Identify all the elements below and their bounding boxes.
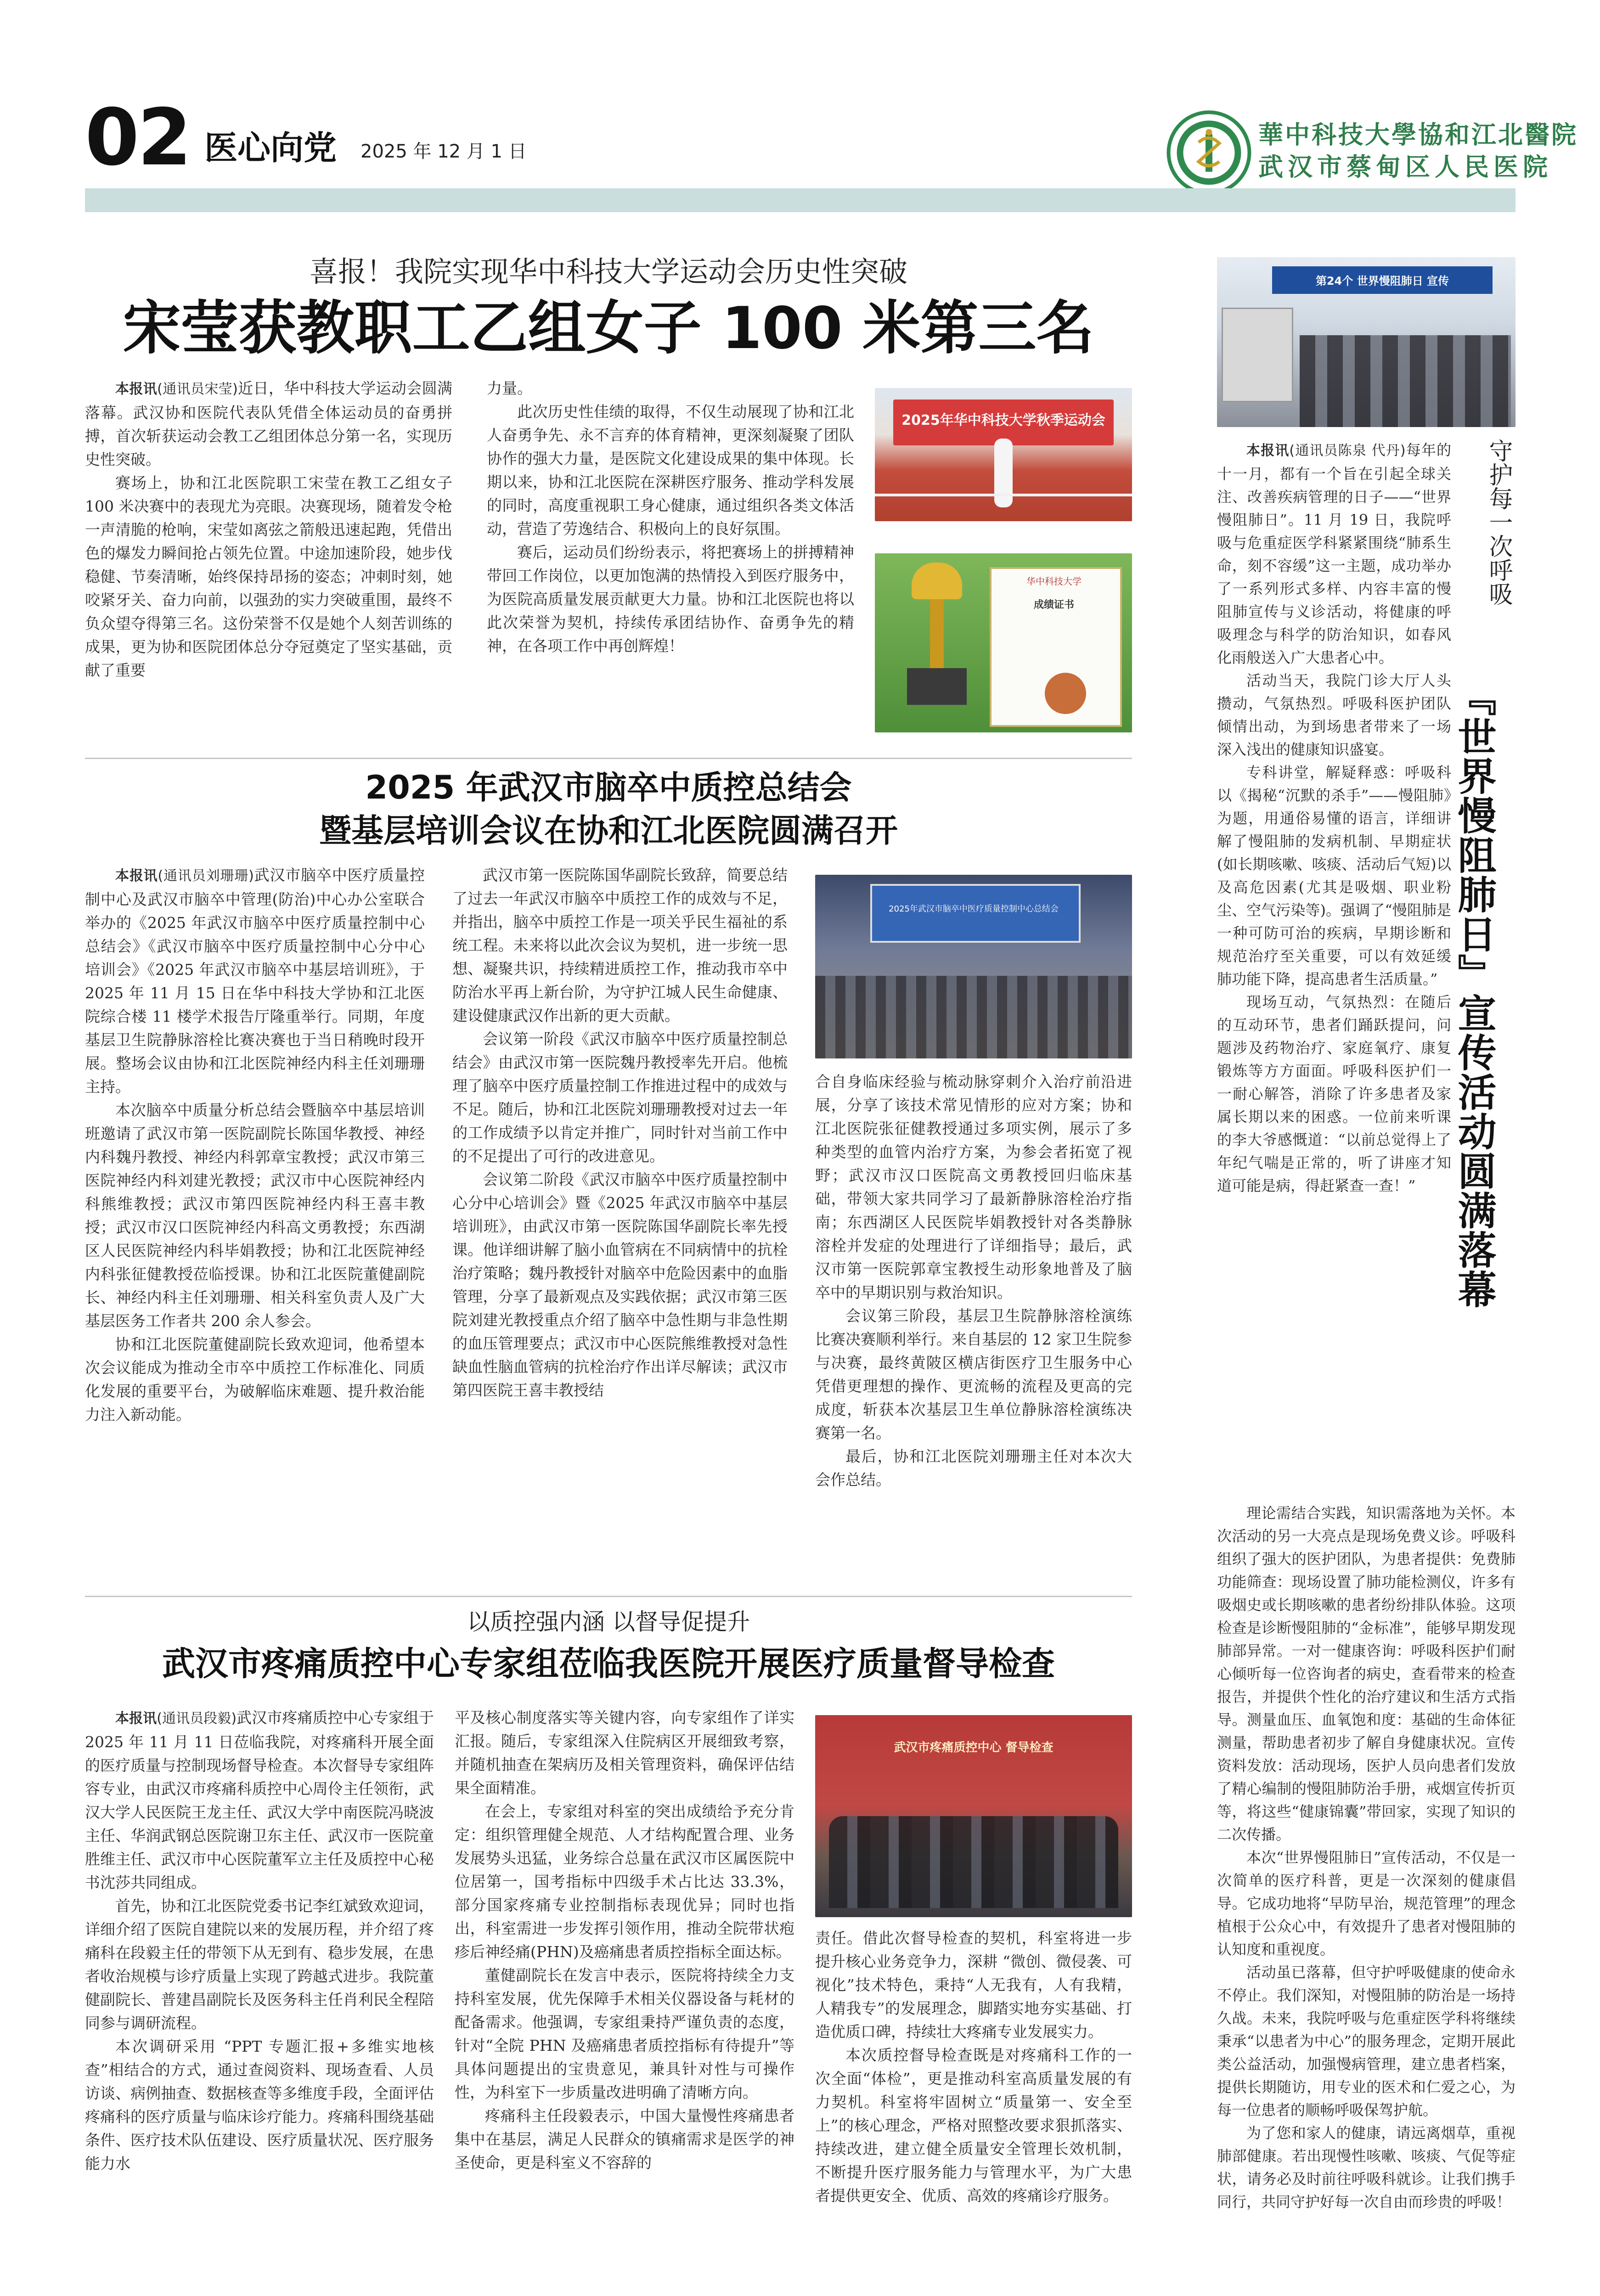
article3-column2 [455,1706,794,2280]
article3-byline: 本报讯 [115,1711,157,1727]
article1-column2 [487,377,854,730]
article1-paragraph: 近日，华中科技大学运动会圆满落幕。武汉协和医院代表队凭借全体运动员的奋勇拼搏，首次斩获运动会教工乙组团体总分第一名，实现历史性突破。 [85,379,452,468]
article2-paragraph: 会议第一阶段《武汉市脑卒中医疗质量控制总结会》由武汉市第一医院魏丹教授率先开启。他梳理了脑卒中医疗质量控制工作推进过程中的成效与不足。随后，协和江北医院刘珊珊教授对过去一年的工作成绩予以肯定并推广，同时针对当前工作中的不足提出了可行的改进意见。 [452,1030,788,1165]
article1-paragraph: 此次历史性佳绩的取得，不仅生动展现了协和江北人奋勇争先、永不言弃的体育精神，更深刻凝聚了团队协作的强大力量，是医院文化建设成果的集中体现。长期以来，协和江北医院在深耕医疗服务、推动学科发展的同时，高度重视职工身心健康，通过组织各类文体活动，营造了劳逸结合、积极向上的良好氛围。 [487,403,854,538]
article4-paragraph: 活动当天，我院门诊大厅人头攒动，气氛热烈。呼吸科医护团队倾情出动，为到场患者带来了一场深入浅出的健康知识盛宴。 [1217,672,1451,758]
article3-paragraph: 疼痛科主任段毅表示，中国大量慢性疼痛患者集中在基层，满足人民群众的镇痛需求是医学的神圣使命，更是科室义不容辞的 [455,2107,794,2172]
article2-paragraph: 武汉市第一医院陈国华副院长致辞，简要总结了过去一年武汉市脑卒中质控工作的成效与不足，并指出，脑卒中质控工作是一项关乎民生福祉的系统工程。未来将以此次会议为契机，进一步统一思想、凝聚共识，持续精进质控工作，推动我市卒中防治水平再上新台阶，为守护江城人民生命健康、建设健康武汉作出新的更大贡献。 [452,866,788,1024]
article2-paragraph: 本次脑卒中质量分析总结会暨脑卒中基层培训班邀请了武汉市第一医院副院长陈国华教授、神经内科魏丹教授、神经内科郭章宝教授；武汉市第三医院神经内科刘建光教授；武汉市中心医院神经内科熊维教授；武汉市第四医院神经内科王喜丰教授；武汉市汉口医院神经内科高文勇教授；东西湖区人民医院神经内科毕娟教授；协和江北医院神经内科张征健教授莅临授课。协和江北医院董健副院长、神经内科主任刘珊珊、相关科室负责人及广大基层医务工作者共 200 余人参会。 [85,1101,425,1330]
article4-paragraph: 本次“世界慢阻肺日”宣传活动，不仅是一次简单的医疗科普，更是一次深刻的健康倡导。它成功地将“早防早治，规范管理”的理念植根于公众心中，有效提升了患者对慢阻肺的认知度和重视度。 [1217,1849,1515,1958]
article3-photo-banner: 武汉市疼痛质控中心 督导检查 [894,1741,1054,1755]
article1-paragraph: 赛后，运动员们纷纷表示，将把赛场上的拼搏精神带回工作岗位，以更加饱满的热情投入到医疗服务中，为医院高质量发展贡献更大力量。协和江北医院也将以此次荣誉为契机，持续传承团结协作、奋勇争先的精神，在各项工作中再创辉煌！ [487,543,854,655]
article2-byline-source: (通讯员刘珊珊) [158,868,254,884]
article4-paragraph: 专科讲堂，解疑释惑：呼吸科以《揭秘“沉默的杀手”——慢阻肺》为题，用通俗易懂的语言，详细讲解了慢阻肺的发病机制、早期症状(如长期咳嗽、咳痰、活动后气短)以及高危因素(尤其是吸烟、职业粉尘、空气污染等)。强调了“慢阻肺是一种可防可治的疾病，早期诊断和规范治疗至关重要，可以有效延缓肺功能下降，提高患者生活质量。” [1217,764,1451,988]
article4-paragraph: 每年的十一月，都有一个旨在引起全球关注、改善疾病管理的日子——“世界慢阻肺日”。11 月 19 日，我院呼吸与危重症医学科紧紧围绕“肺系生命，刻不容缓”这一主题，成功举办了一系列形式多样、内容丰富的慢阻肺宣传与义诊活动，将健康的呼吸理念与科学的防治知识，如春风化雨般送入广大患者心中。 [1217,441,1451,666]
issue-date: 2025 年 12 月 1 日 [361,141,527,162]
article2-paragraph: 最后，协和江北医院刘珊珊主任对本次大会作总结。 [815,1447,1132,1489]
article3-photo-group [815,1715,1132,1917]
article1-paragraph: 赛场上，协和江北医院职工宋莹在教工乙组女子 100 米决赛中的表现尤为亮眼。决赛现场，随着发令枪一声清脆的枪响，宋莹如离弦之箭般迅速起跑，凭借出色的爆发力瞬间抢占领先位置。中途加速阶段，她步伐稳健、节奏清晰，始终保持昂扬的姿态；冲刺时刻，她咬紧牙关、奋力向前，以强劲的实力突破重围，最终不负众望夺得第三名。这份荣誉不仅是她个人刻苦训练的成果，更为协和医院团体总分夺冠奠定了坚实基础，贡献了重要 [85,474,452,679]
article4-byline: 本报讯 [1246,443,1290,459]
hospital-name-line2: 武汉市蔡甸区人民医院 [1258,152,1552,181]
article2-paragraph: 武汉市脑卒中医疗质量控制中心及武汉市脑卒中管理(防治)中心办公室联合举办的《2025 年武汉市脑卒中医疗质量控制中心总结会》《武汉市脑卒中医疗质量控制中心分中心培训会》《2025 年武汉市脑卒中基层培训班》，于 2025 年 11 月 15 日在华中科技大学协和江北医院综合楼 11 楼学术报告厅隆重举行。同期，年度基层卫生院静脉溶栓比赛决赛也于当日稍晚时段开展。整场会议由协和江北医院神经内科主任刘珊珊主持。 [85,866,425,1096]
article2-paragraph: 会议第二阶段《武汉市脑卒中医疗质量控制中心分中心培训会》暨《2025 年武汉市脑卒中基层培训班》，由武汉市第一医院陈国华副院长率先授课。他详细讲解了脑小血管病在不同病情中的抗栓治疗策略；魏丹教授针对脑卒中危险因素中的血脂管理，分享了最新观点及实践依据；武汉市第三医院刘建光教授重点介绍了脑卒中急性期与非急性期的血压管理要点；武汉市中心医院熊维教授对急性缺血性脑血管病的抗栓治疗作出详尽解读；武汉市第四医院王喜丰教授结 [452,1171,788,1399]
article3-kicker: 以质控强内涵 以督导促提升 [467,1609,750,1635]
article2-paragraph: 合自身临床经验与梳动脉穿刺介入治疗前沿进展，分享了该技术常见情形的应对方案；协和江北医院张征健教授通过多项实例，展示了多种类型的血管内治疗方案，为参会者拓宽了视野；武汉市汉口医院高文勇教授回归临床基础，带领大家共同学习了最新静脉溶栓治疗指南；东西湖区人民医院毕娟教授针对各类静脉溶栓并发症的处理进行了详细指导；最后，武汉市第一医院郭章宝教授生动形象地普及了脑卒中的早期识别与救治知识。 [815,1073,1132,1301]
article4-paragraph: 为了您和家人的健康，请远离烟草，重视肺部健康。若出现慢性咳嗽、咳痰、气促等症状，请务必及时前往呼吸科就诊。让我们携手同行，共同守护好每一次自由而珍贵的呼吸！ [1217,2124,1515,2211]
article2-column2 [452,863,788,1584]
article4-paragraph: 理论需结合实践，知识需落地为关怀。本次活动的另一大亮点是现场免费义诊。呼吸科组织了强大的医护团队，为患者提供：免费肺功能筛查：现场设置了肺功能检测仪，许多有吸烟史或长期咳嗽的患者纷纷排队体验。这项检查是诊断慢阻肺的“金标准”，能够早期发现肺部异常。一对一健康咨询：呼吸科医护们耐心倾听每一位咨询者的病史，查看带来的检查报告，并提供个性化的治疗建议和生活方式指导。测量血压、血氧饱和度：基础的生命体征测量，帮助患者初步了解自身健康状况。宣传资料发放：活动现场，医护人员向患者们发放了精心编制的慢阻肺防治手册，戒烟宣传折页等，将这些“健康锦囊”带回家，实现了知识的二次传播。 [1217,1504,1515,1843]
article1-photo-stadium [875,388,1132,521]
article2-byline: 本报讯 [115,868,158,884]
article3-column1 [85,1706,434,2280]
hospital-name-line1: 華中科技大學協和江北醫院 [1258,120,1578,149]
article1-photo-banner: 2025年华中科技大学秋季运动会 [901,412,1105,428]
article4-column-wide [1217,1502,1515,2278]
article1-certificate-title: 成绩证书 [1033,599,1074,611]
article1-certificate-org: 华中科技大学 [1026,576,1082,587]
article1-kicker: 喜报！我院实现华中科技大学运动会历史性突破 [309,255,907,288]
article4-paragraph: 活动虽已落幕，但守护呼吸健康的使命永不停止。我们深知，对慢阻肺的防治是一场持久战。未来，我院呼吸与危重症医学科将继续秉承“以患者为中心”的服务理念，定期开展此类公益活动，加强慢病管理，建立患者档案，提供长期随访，用专业的医术和仁爱之心，为每一位患者的顺畅呼吸保驾护航。 [1217,1964,1515,2119]
article2-column3 [815,1070,1132,1584]
page-number: 02 [85,92,190,183]
article2-title-line2: 暨基层培训会议在协和江北医院圆满召开 [319,812,898,850]
article3-paragraph: 本次质控督导检查既是对疼痛科工作的一次全面“体检”，更是推动科室高质量发展的有力契机。科室将牢固树立“质量第一、安全至上”的核心理念，严格对照整改要求狠抓落实、持续改进，建立健全质量安全管理长效机制，不断提升医疗服务能力与管理水平，为广大患者提供更安全、优质、高效的疼痛诊疗服务。 [815,2046,1132,2205]
article2-photo-screen: 2025年武汉市脑卒中医疗质量控制中心总结会 [889,904,1059,914]
article1-paragraph: 力量。 [487,379,532,397]
article1-photo-trophy [875,553,1132,732]
article4-vertical-title: 『世界慢阻肺日』宣传活动圆满落幕 [1452,677,1497,1309]
article3-paragraph: 本次调研采用 “PPT 专题汇报+多维实地核查”相结合的方式，通过查阅资料、现场查看、人员访谈、病例抽查、数据核查等多维度手段，全面评估疼痛科的医疗质量与临床诊疗能力。疼痛科围绕基础条件、医疗技术队伍建设、医疗质量状况、医疗服务能力水 [85,2037,434,2172]
article2-paragraph: 会议第三阶段，基层卫生院静脉溶栓演练比赛决赛顺利举行。来自基层的 12 家卫生院参与决赛，最终黄陂区横店街医疗卫生服务中心凭借更理想的操作、更流畅的流程及更高的完成度，斩获本次基层卫生单位静脉溶栓演练决赛第一名。 [815,1307,1132,1442]
article4-vertical-subtitle: 守护每一次呼吸 [1485,439,1512,606]
article1-title: 宋莹获教职工乙组女子 100 米第三名 [123,294,1094,362]
article3-paragraph: 在会上，专家组对科室的突出成绩给予充分肯定：组织管理健全规范、人才结构配置合理、业务发展势头迅猛，业务综合总量在武汉市区属医院中位居第一，国考指标中四级手术占比达 33.3%，部分国家疼痛专业控制指标表现优异；同时也指出，科室需进一步发挥引领作用，推动全院带状疱疹后神经痛(PHN)及癌痛患者质控指标全面达标。 [455,1802,794,1961]
article1-byline-source: (通讯员宋莹) [157,381,238,397]
article2-title-line1: 2025 年武汉市脑卒中质控总结会 [365,769,852,806]
article4-photo-hall [1217,257,1515,427]
article3-paragraph: 首先，协和江北医院党委书记李红斌致欢迎词，详细介绍了医院自建院以来的发展历程，并介绍了疼痛科在段毅主任的带领下从无到有、稳步发展，在患者收治规模与诊疗质量上实现了跨越式进步。我院董健副院长、普建昌副院长及医务科主任肖利民全程陪同参与调研流程。 [85,1897,434,2032]
article4-photo-banner: 第24个 世界慢阻肺日 宣传 [1315,275,1449,287]
article2-paragraph: 协和江北医院董健副院长致欢迎词，他希望本次会议能成为推动全市卒中质控工作标准化、同质化发展的重要平台，为破解临床难题、提升救治能力注入新动能。 [85,1335,425,1424]
article2-photo-meeting [815,875,1132,1058]
article3-paragraph: 责任。借此次督导检查的契机，科室将进一步提升核心业务竞争力，深耕 “微创、微侵袭、可视化”技术特色，秉持“人无我有，人有我精，人精我专”的发展理念，脚踏实地夯实基础、打造优质口碑，持续壮大疼痛专业发展实力。 [815,1929,1132,2041]
article1-byline: 本报讯 [115,381,158,397]
article4-byline-source: (通讯员陈泉 代丹) [1289,443,1406,459]
hospital-logo [1166,110,1251,195]
article3-title: 武汉市疼痛质控中心专家组莅临我医院开展医疗质量督导检查 [162,1644,1055,1683]
article3-paragraph: 平及核心制度落实等关键内容，向专家组作了详实汇报。随后，专家组深入住院病区开展细致考察，并随机抽查在架病历及相关管理资料，确保评估结果全面精准。 [455,1709,794,1797]
header-band [85,188,1515,212]
article4-paragraph: 现场互动，气氛热烈：在随后的互动环节，患者们踊跃提问，问题涉及药物治疗、家庭氧疗、康复锻炼等方方面面。呼吸科医护们一一耐心解答，消除了许多患者及家属长期以来的困惑。一位前来听课的李大爷感慨道：“以前总觉得上了年纪气喘是正常的，听了讲座才知道可能是病，得赶紧查一查！” [1217,993,1451,1194]
section-name: 医心向党 [204,128,337,167]
article3-column3 [815,1926,1132,2280]
article3-byline-source: (通讯员段毅) [157,1711,237,1727]
article3-paragraph: 武汉市疼痛质控中心专家组于 2025 年 11 月 11 日莅临我院，对疼痛科开展全面的医疗质量与控制现场督导检查。本次督导专家组阵容专业，由武汉市疼痛科质控中心周伶主任领衔，武汉大学人民医院王龙主任、武汉大学中南医院冯晓波主任、华润武钢总医院谢卫东主任、武汉市一医院童胜维主任、武汉市中心医院董军立主任及质控中心秘书沈莎共同组成。 [85,1709,434,1891]
article2-column1 [85,863,425,1584]
article1-column1 [85,377,452,730]
article4-column-narrow [1217,439,1451,1495]
divider [85,1596,1132,1597]
article3-paragraph: 董健副院长在发言中表示，医院将持续全力支持科室发展，优先保障手术相关仪器设备与耗材的配备需求。他强调，专家组秉持严谨负责的态度，针对“全院 PHN 及癌痛患者质控指标有待提升”等具体问题提出的宝贵意见，兼具针对性与可操作性，为科室下一步质量改进明确了清晰方向。 [455,1966,794,2101]
divider [85,758,1132,759]
